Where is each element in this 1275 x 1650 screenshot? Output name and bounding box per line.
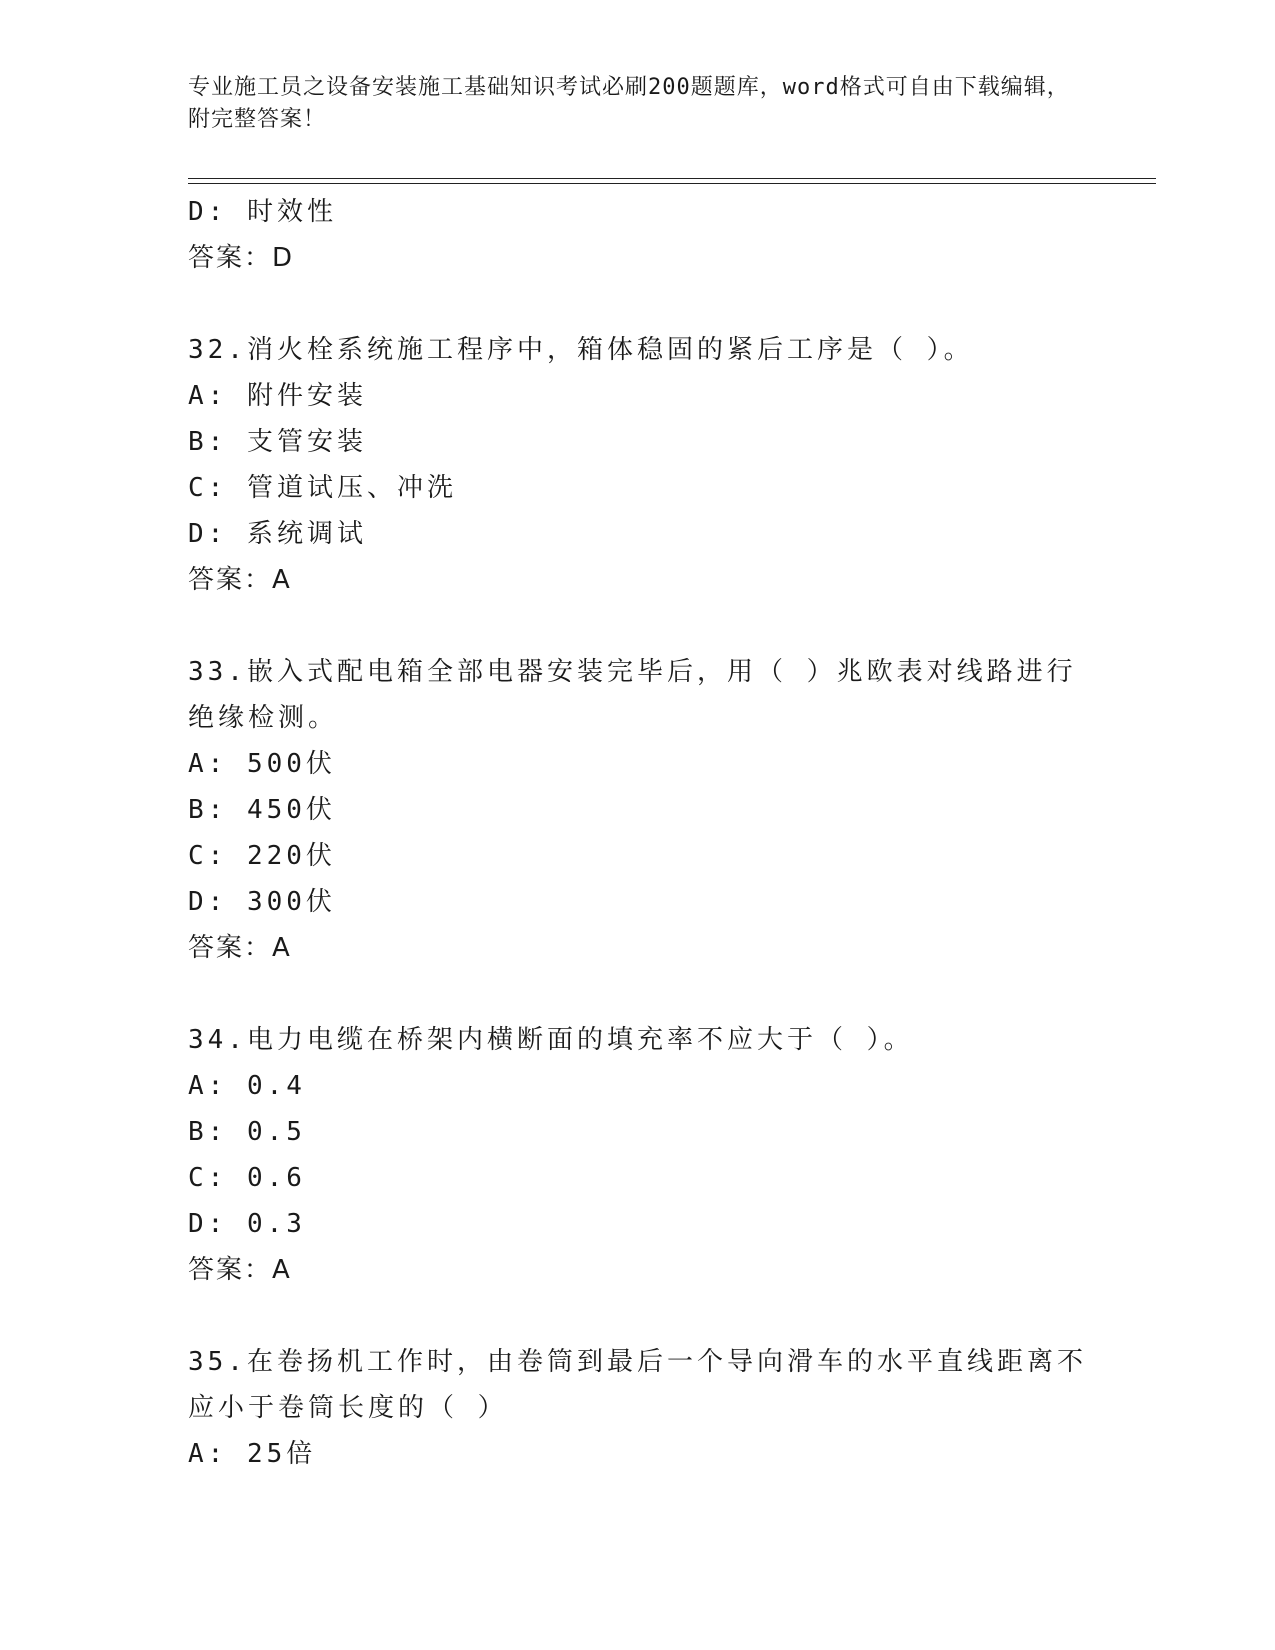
question-text: 33.嵌入式配电箱全部电器安装完毕后，用（ ）兆欧表对线路进行绝缘检测。 (188, 657, 1077, 733)
answer-line: 答案：A (188, 1255, 292, 1285)
header-divider-top (188, 178, 1156, 179)
option-d: D: 0.3 (188, 1209, 306, 1239)
option-b: B: 0.5 (188, 1117, 306, 1147)
option-a: A: 附件安装 (188, 381, 367, 411)
question-block-35 (188, 1339, 1088, 1477)
question-text: 34.电力电缆在桥架内横断面的填充率不应大于（ ）。 (188, 1025, 914, 1055)
answer-line: 答案：A (188, 565, 292, 595)
header-title: 专业施工员之设备安装施工基础知识考试必刷200题题库，word格式可自由下载编辑，附完整答案！ (188, 75, 1070, 132)
option-c: C: 管道试压、冲洗 (188, 473, 457, 503)
option-d: D: 300伏 (188, 887, 336, 917)
spacer (188, 281, 1088, 327)
question-text: 32.消火栓系统施工程序中，箱体稳固的紧后工序是（ ）。 (188, 335, 974, 365)
question-list (188, 189, 1088, 1477)
option-a: A: 500伏 (188, 749, 336, 779)
header-divider-bottom (188, 183, 1156, 184)
spacer (188, 603, 1088, 649)
question-block-31-tail (188, 189, 1088, 281)
option-c: C: 0.6 (188, 1163, 306, 1193)
question-block-34 (188, 1017, 1088, 1293)
spacer (188, 1293, 1088, 1339)
question-text: 35.在卷扬机工作时，由卷筒到最后一个导向滑车的水平直线距离不应小于卷筒长度的（ ） (188, 1347, 1087, 1423)
option-b: B: 支管安装 (188, 427, 367, 457)
answer-line: 答案：A (188, 933, 292, 963)
option-d: D: 系统调试 (188, 519, 367, 549)
answer-line: 答案：D (188, 243, 295, 273)
option-a: A: 25倍 (188, 1439, 317, 1469)
document-header (188, 72, 1088, 136)
question-block-33 (188, 649, 1088, 971)
option-d: D: 时效性 (188, 197, 337, 227)
question-block-32 (188, 327, 1088, 603)
spacer (188, 971, 1088, 1017)
option-a: A: 0.4 (188, 1071, 306, 1101)
option-b: B: 450伏 (188, 795, 336, 825)
option-c: C: 220伏 (188, 841, 336, 871)
